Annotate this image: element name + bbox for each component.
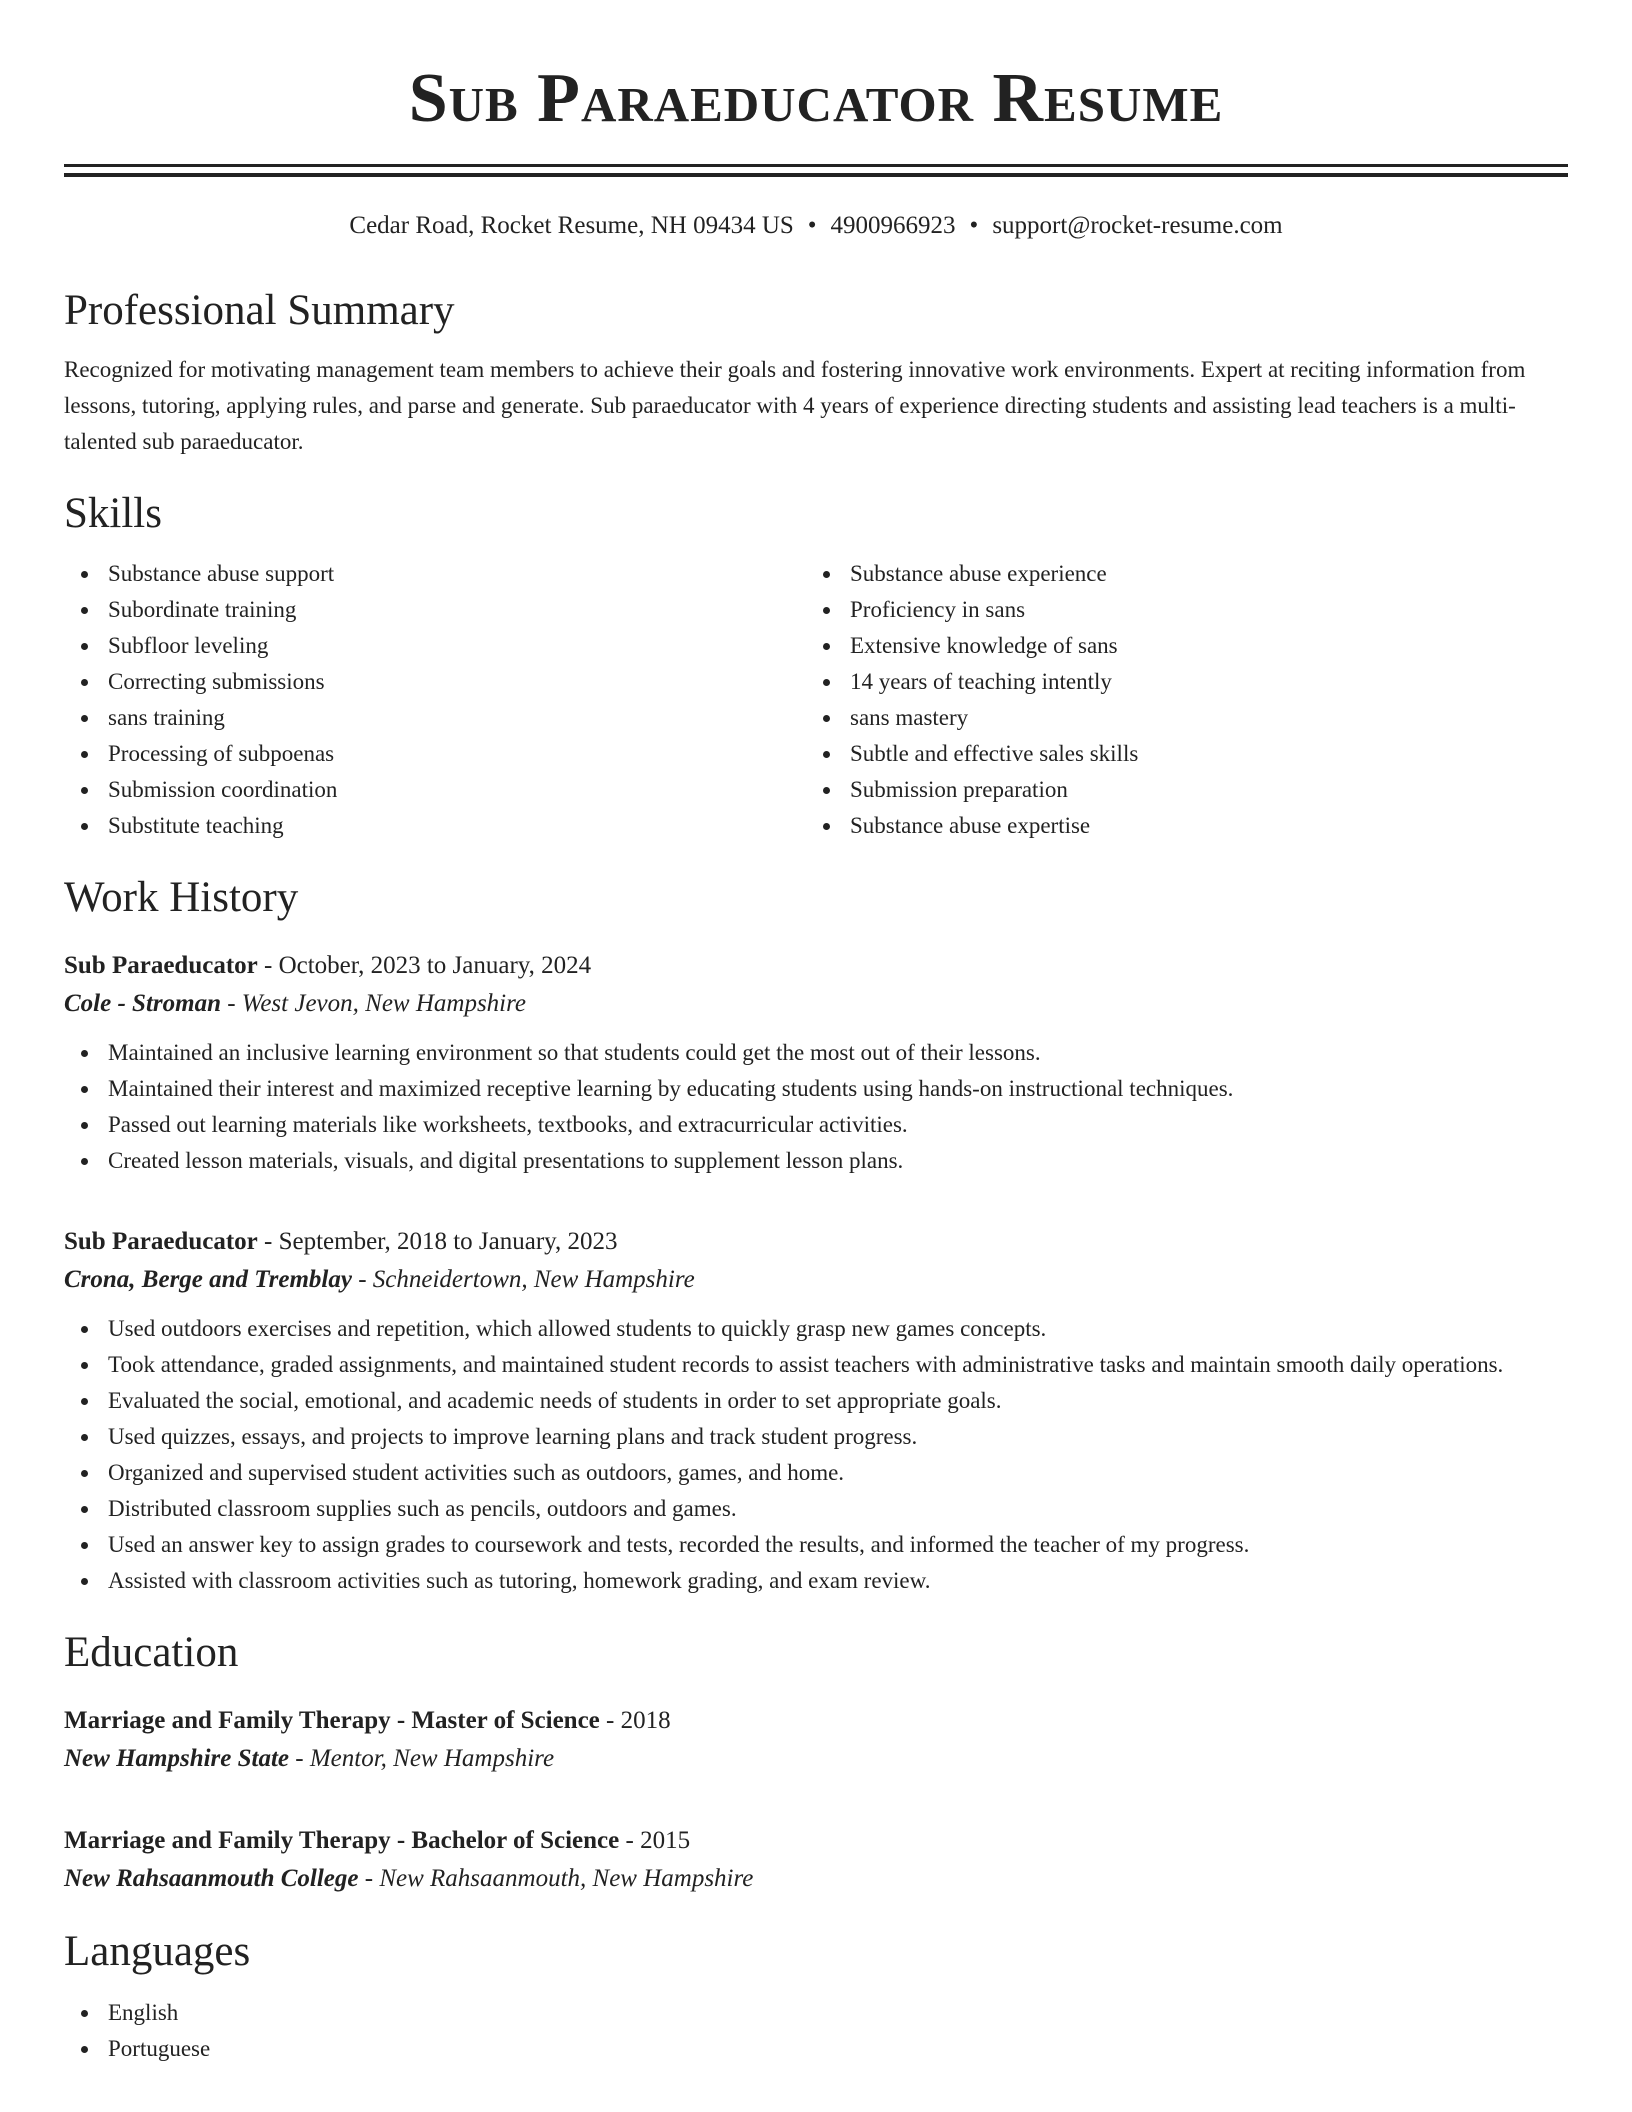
job-company-line: [64, 985, 1568, 1023]
job-title-line: [64, 1223, 1568, 1261]
skill-item: Extensive knowledge of sans: [806, 628, 1548, 664]
skill-item: sans mastery: [806, 700, 1548, 736]
job-bullet: Maintained an inclusive learning environment so that students could get the most out of their lessons.: [64, 1035, 1568, 1071]
job-entry: [64, 947, 1568, 1179]
resume-title: Sub Paraeducator Resume: [408, 60, 1224, 137]
job-bullet: Created lesson materials, visuals, and digital presentations to supplement lesson plans.: [64, 1143, 1568, 1179]
job-bullet: Distributed classroom supplies such as pencils, outdoors and games.: [64, 1491, 1568, 1527]
skill-item: Processing of subpoenas: [64, 736, 806, 772]
languages-list: [64, 1995, 1568, 2067]
skill-item: sans training: [64, 700, 806, 736]
job-entry: [64, 1223, 1568, 1599]
education-school-line: [64, 1860, 1568, 1898]
job-dates: - October, 2023 to January, 2024: [257, 951, 592, 979]
skills-column-left: [64, 556, 806, 844]
languages-heading: Languages: [64, 1928, 251, 1976]
contact-address: Cedar Road, Rocket Resume, NH 09434 US: [349, 212, 794, 239]
contact-separator: •: [969, 212, 979, 239]
job-title: Sub Paraeducator: [64, 1227, 258, 1255]
skill-item: Subfloor leveling: [64, 628, 806, 664]
work-history-heading: Work History: [64, 873, 299, 921]
contact-separator: •: [807, 212, 817, 239]
job-bullet: Used outdoors exercises and repetition, which allowed students to quickly grasp new games concepts.: [64, 1311, 1568, 1347]
contact-phone: 4900966923: [830, 212, 956, 239]
title-divider-bottom: [64, 173, 1568, 177]
education-entry: [64, 1702, 1568, 1778]
skill-item: Subtle and effective sales skills: [806, 736, 1548, 772]
education-degree: Marriage and Family Therapy - Bachelor of Science: [64, 1827, 620, 1855]
skill-item: Proficiency in sans: [806, 592, 1548, 628]
job-location: - West Jevon, New Hampshire: [220, 989, 527, 1017]
skills-list: [64, 556, 1568, 844]
job-bullets: [64, 1035, 1568, 1179]
education-school: New Rahsaanmouth College: [64, 1865, 359, 1893]
job-dates: - September, 2018 to January, 2023: [257, 1227, 618, 1255]
skill-item: Substance abuse experience: [806, 556, 1548, 592]
skills-heading: Skills: [64, 490, 162, 538]
skill-item: Submission preparation: [806, 772, 1548, 808]
job-company: Crona, Berge and Tremblay: [64, 1265, 352, 1293]
job-bullet: Passed out learning materials like worksheets, textbooks, and extracurricular activities.: [64, 1107, 1568, 1143]
job-company-line: [64, 1261, 1568, 1299]
job-bullets: [64, 1311, 1568, 1599]
education-location: - Mentor, New Hampshire: [289, 1745, 555, 1773]
education-heading: Education: [64, 1628, 239, 1676]
summary-heading: Professional Summary: [64, 287, 455, 334]
job-bullet: Organized and supervised student activities such as outdoors, games, and home.: [64, 1455, 1568, 1491]
title-divider-top: [64, 164, 1568, 167]
job-bullet: Took attendance, graded assignments, and maintained student records to assist teachers with administrative tasks and maintain smooth daily operations.: [64, 1347, 1568, 1383]
education-year: - 2015: [619, 1827, 691, 1855]
summary-text: Recognized for motivating management team members to achieve their goals and fostering innovative work environments. Expert at reciting information from lessons, tutoring, applying rules, and parse and generate. Sub paraeducator with 4 years of experience directing students and assisting lead teachers is a multi-talented sub paraeducator.: [64, 357, 1526, 455]
education-degree-line: [64, 1822, 1568, 1860]
job-company: Cole - Stroman: [64, 989, 221, 1017]
skill-item: Submission coordination: [64, 772, 806, 808]
language-item: English: [64, 1995, 1568, 2031]
job-title: Sub Paraeducator: [64, 951, 258, 979]
job-bullet: Evaluated the social, emotional, and academic needs of students in order to set appropriate goals.: [64, 1383, 1568, 1419]
skill-item: Substance abuse expertise: [806, 808, 1548, 844]
job-bullet: Assisted with classroom activities such as tutoring, homework grading, and exam review.: [64, 1563, 1568, 1599]
skill-item: Substitute teaching: [64, 808, 806, 844]
education-school-line: [64, 1740, 1568, 1778]
skill-item: Correcting submissions: [64, 664, 806, 700]
education-entry: [64, 1822, 1568, 1898]
education-school: New Hampshire State: [64, 1745, 290, 1773]
education-location: - New Rahsaanmouth, New Hampshire: [358, 1865, 754, 1893]
skill-item: 14 years of teaching intently: [806, 664, 1548, 700]
contact-line: [64, 211, 1568, 241]
education-degree: Marriage and Family Therapy - Master of Science: [64, 1707, 600, 1735]
job-bullet: Maintained their interest and maximized receptive learning by educating students using hands-on instructional techniques.: [64, 1071, 1568, 1107]
language-item: Portuguese: [64, 2031, 1568, 2067]
education-year: - 2018: [599, 1707, 671, 1735]
skill-item: Subordinate training: [64, 592, 806, 628]
job-location: - Schneidertown, New Hampshire: [351, 1265, 695, 1293]
job-bullet: Used quizzes, essays, and projects to improve learning plans and track student progress.: [64, 1419, 1568, 1455]
contact-email: support@rocket-resume.com: [992, 212, 1283, 239]
skill-item: Substance abuse support: [64, 556, 806, 592]
education-degree-line: [64, 1702, 1568, 1740]
skills-column-right: [806, 556, 1548, 844]
job-bullet: Used an answer key to assign grades to coursework and tests, recorded the results, and informed the teacher of my progress.: [64, 1527, 1568, 1563]
job-title-line: [64, 947, 1568, 985]
